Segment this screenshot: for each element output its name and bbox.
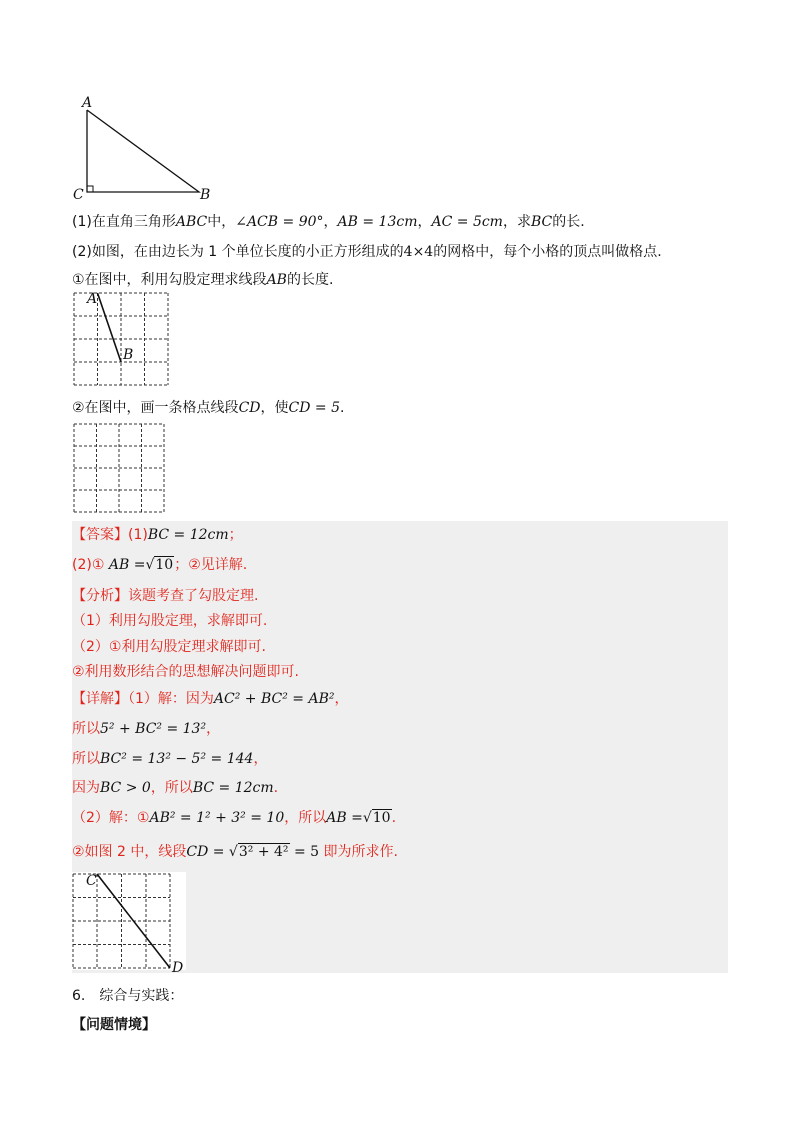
question-2-part-b: ②在图中，画一条格点线段CD，使CD = 5. xyxy=(72,400,345,416)
analysis-step-3: ②利用数形结合的思想解决问题即可. xyxy=(72,664,300,680)
grid-2-point-d: D xyxy=(172,960,184,976)
analysis-line: 【分析】该题考查了勾股定理. xyxy=(72,588,259,604)
problem-situation-heading: 【问题情境】 xyxy=(72,1017,156,1033)
grid-1-point-a: A xyxy=(87,291,98,307)
analysis-step-1: （1）利用勾股定理，求解即可. xyxy=(72,613,268,629)
vertex-b-label: B xyxy=(200,187,211,203)
grid-2-point-c: C xyxy=(86,873,97,889)
vertex-a-label: A xyxy=(82,95,93,111)
vertex-c-label: C xyxy=(73,187,84,203)
grid-1-point-b: B xyxy=(123,347,134,363)
detail-line-4: 因为BC > 0，所以BC = 12cm. xyxy=(72,780,279,796)
question-6-title: 6. 综合与实践： xyxy=(72,988,184,1004)
detail-line-2: 所以5² + BC² = 13²， xyxy=(72,721,221,737)
question-2: (2)如图，在由边长为 1 个单位长度的小正方形组成的4×4的网格中，每个小格的顶点叫做格点. xyxy=(72,244,662,260)
answer-line-2: (2)① AB =√10；②见详解. xyxy=(72,557,248,573)
answer-line-1: 【答案】(1)BC = 12cm； xyxy=(72,527,243,543)
detail-line-3: 所以BC² = 13² − 5² = 144， xyxy=(72,751,268,767)
question-1: (1)在直角三角形ABC中，∠ACB = 90°，AB = 13cm，AC = 5cm，求BC的长. xyxy=(72,214,585,230)
analysis-step-2: （2）①利用勾股定理求解即可. xyxy=(72,639,266,655)
detail-line-1: 【详解】（1）解：因为AC² + BC² = AB²， xyxy=(72,691,349,707)
detail-line-6: ②如图 2 中，线段CD = √3² + 4² = 5 即为所求作. xyxy=(72,844,398,860)
question-2-part-a: ①在图中，利用勾股定理求线段AB的长度. xyxy=(72,272,334,288)
detail-line-5: （2）解：①AB² = 1² + 3² = 10，所以AB =√10. xyxy=(72,810,397,826)
